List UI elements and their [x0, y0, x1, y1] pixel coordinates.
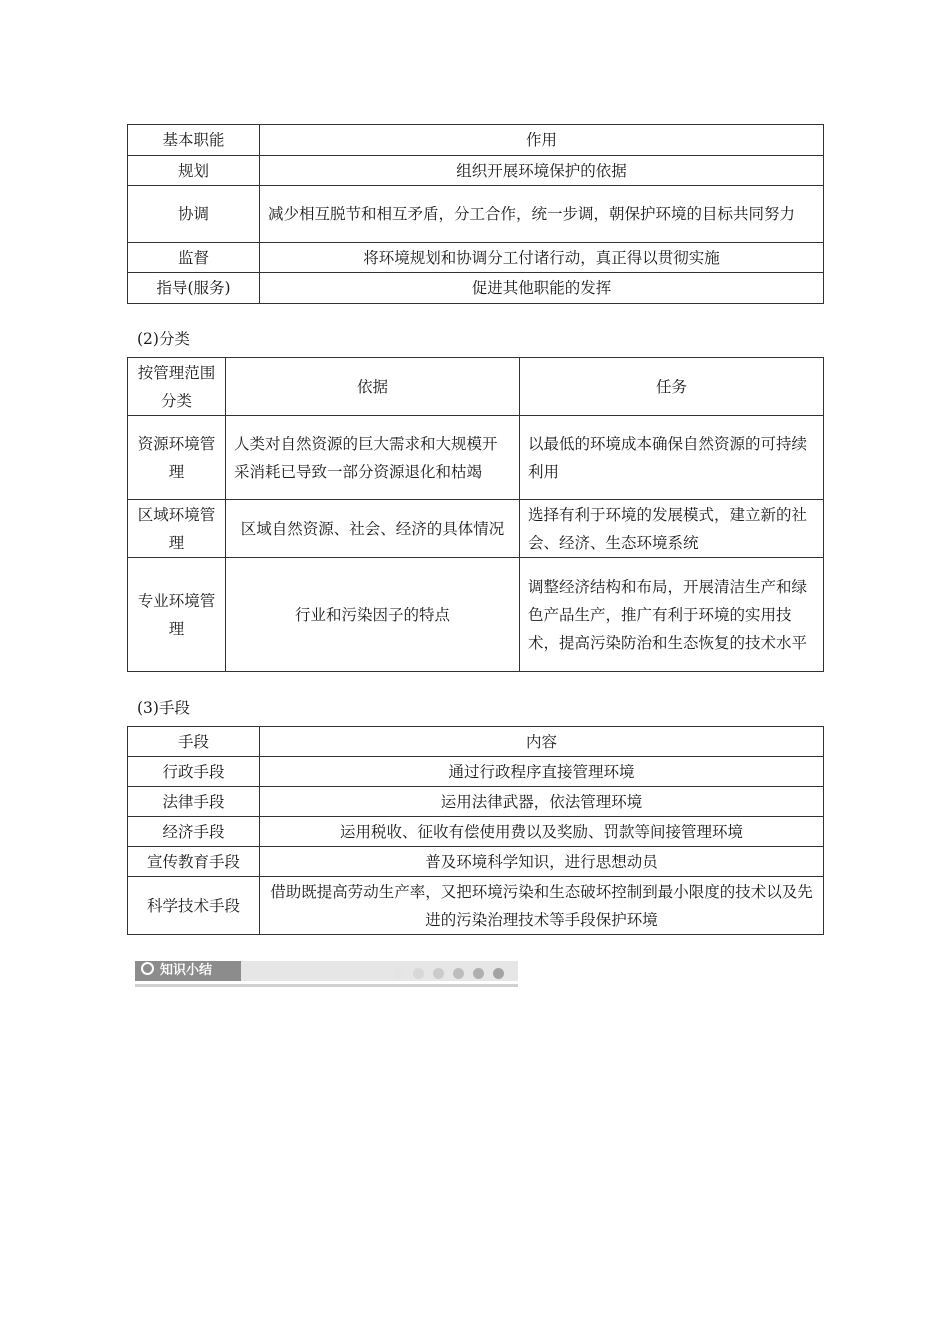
table-cell: 行业和污染因子的特点 [226, 558, 520, 672]
banner-tab [135, 961, 241, 981]
table-cell: 区域自然资源、社会、经济的具体情况 [226, 500, 520, 558]
table-cell: 资源环境管理 [128, 416, 226, 500]
table-cell: 以最低的环境成本确保自然资源的可持续利用 [520, 416, 824, 500]
table-cell: 监督 [128, 243, 260, 273]
table-cell: 促进其他职能的发挥 [260, 273, 824, 304]
table-cell: 组织开展环境保护的依据 [260, 156, 824, 186]
circle-target-icon [141, 962, 154, 975]
section-title-means: (3)手段 [137, 699, 190, 717]
table-cell: 区域环境管理 [128, 500, 226, 558]
table-cell: 规划 [128, 156, 260, 186]
header-cell: 任务 [520, 358, 824, 416]
section-title-classification: (2)分类 [137, 330, 190, 348]
table-row [128, 156, 824, 186]
decorative-dot [453, 968, 464, 979]
table-header-row [128, 358, 824, 416]
header-cell: 基本职能 [128, 125, 260, 156]
table-cell: 宣传教育手段 [128, 847, 260, 877]
knowledge-summary-banner [135, 961, 518, 991]
banner-label: 知识小结 [160, 963, 213, 978]
table-cell: 法律手段 [128, 787, 260, 817]
functions-table [127, 124, 824, 304]
table-row [128, 757, 824, 787]
header-cell: 手段 [128, 727, 260, 757]
table-cell: 借助既提高劳动生产率，又把环境污染和生态破坏控制到最小限度的技术以及先进的污染治理技术等手段保护环境 [260, 877, 824, 935]
table-cell: 行政手段 [128, 757, 260, 787]
header-cell: 依据 [226, 358, 520, 416]
table-cell: 运用法律武器，依法管理环境 [260, 787, 824, 817]
table-cell: 协调 [128, 186, 260, 243]
table-cell: 科学技术手段 [128, 877, 260, 935]
table-header-row [128, 727, 824, 757]
table-row [128, 416, 824, 500]
decorative-dot [433, 968, 444, 979]
decorative-dot [493, 968, 504, 979]
header-cell: 按管理范围分类 [128, 358, 226, 416]
table-row [128, 500, 824, 558]
table-row [128, 273, 824, 304]
table-cell: 人类对自然资源的巨大需求和大规模开采消耗已导致一部分资源退化和枯竭 [226, 416, 520, 500]
table-cell: 指导(服务) [128, 273, 260, 304]
classification-table [127, 357, 824, 672]
table-cell: 选择有利于环境的发展模式，建立新的社会、经济、生态环境系统 [520, 500, 824, 558]
decorative-dot [413, 968, 424, 979]
header-cell: 作用 [260, 125, 824, 156]
table-cell: 运用税收、征收有偿使用费以及奖励、罚款等间接管理环境 [260, 817, 824, 847]
table-header-row [128, 125, 824, 156]
table-row [128, 787, 824, 817]
table-cell: 经济手段 [128, 817, 260, 847]
table-cell: 将环境规划和协调分工付诸行动，真正得以贯彻实施 [260, 243, 824, 273]
decorative-dot [473, 968, 484, 979]
banner-underline [135, 984, 518, 987]
header-cell: 内容 [260, 727, 824, 757]
table-row [128, 558, 824, 672]
table-row [128, 186, 824, 243]
table-cell: 减少相互脱节和相互矛盾，分工合作，统一步调，朝保护环境的目标共同努力 [260, 186, 824, 243]
table-row [128, 877, 824, 935]
table-cell: 普及环境科学知识，进行思想动员 [260, 847, 824, 877]
table-row [128, 817, 824, 847]
table-row [128, 243, 824, 273]
table-row [128, 847, 824, 877]
table-cell: 调整经济结构和布局，开展清洁生产和绿色产品生产，推广有利于环境的实用技术，提高污染防治和生态恢复的技术水平 [520, 558, 824, 672]
table-cell: 通过行政程序直接管理环境 [260, 757, 824, 787]
means-table [127, 726, 824, 935]
banner-dots [393, 965, 513, 983]
decorative-dot [393, 968, 404, 979]
table-cell: 专业环境管理 [128, 558, 226, 672]
